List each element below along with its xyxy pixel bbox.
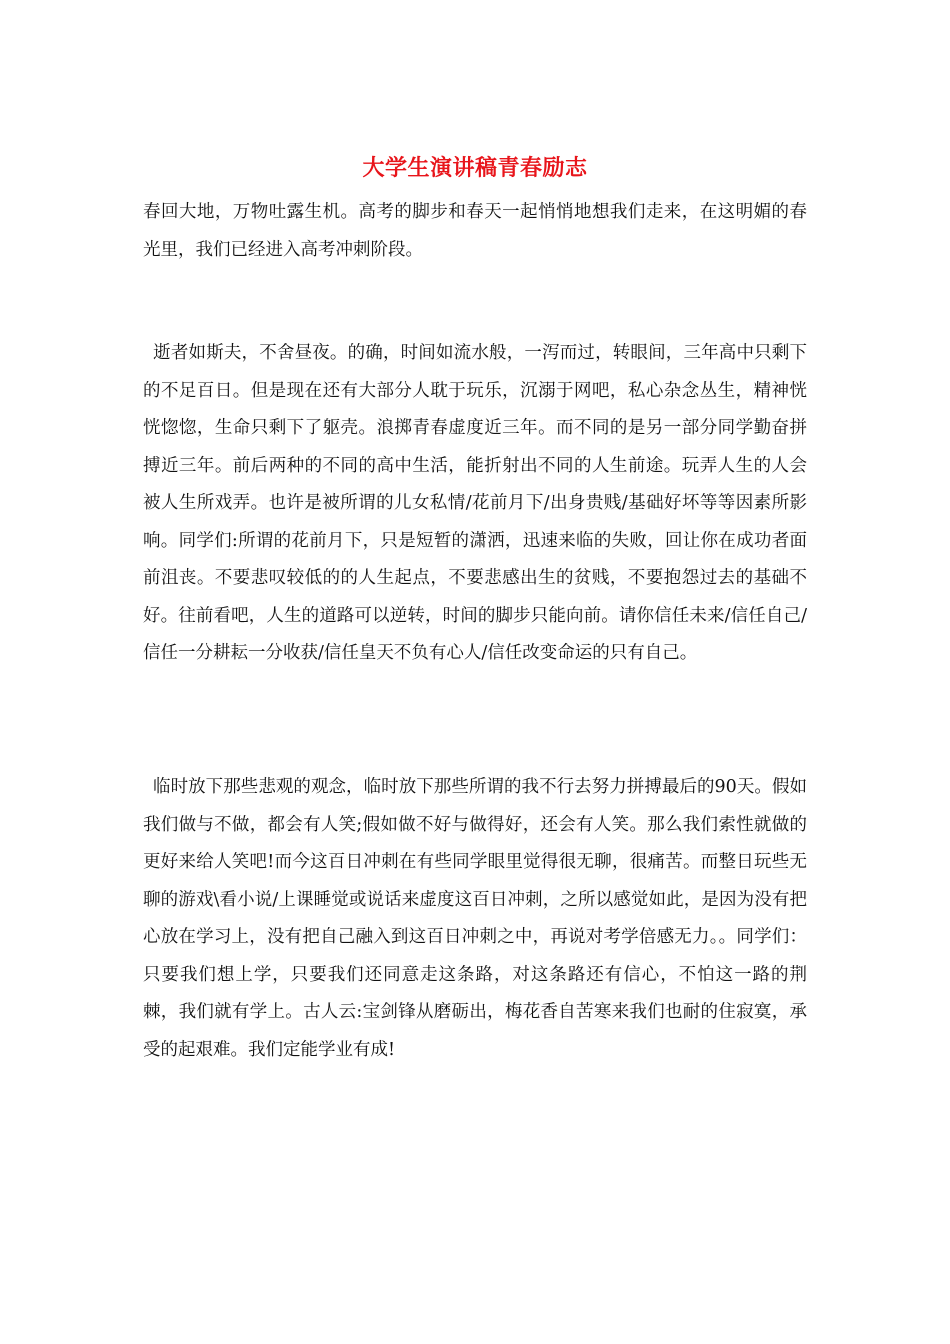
paragraph-1	[143, 194, 807, 269]
paragraph-3	[143, 769, 807, 1069]
paragraph-1-text: 春回大地，万物吐露生机。高考的脚步和春天一起悄悄地想我们走来，在这明媚的春光里，我们已经进入高考冲刺阶段。	[143, 202, 807, 260]
document-title: 大学生演讲稿青春励志	[362, 155, 588, 181]
paragraph-2-text: 逝者如斯夫，不舍昼夜。的确，时间如流水般，一泻而过，转眼间，三年高中只剩下的不足百日。但是现在还有大部分人耽于玩乐，沉溺于网吧，私心杂念丛生，精神恍恍惚惚，生命只剩下了躯壳。浪掷青春虚度近三年。而不同的是另一部分同学勤奋拼搏近三年。前后两种的不同的高中生活，能折射出不同的人生前途。玩弄人生的人会被人生所戏弄。也许是被所谓的儿女私情/花前月下/出身贵贱/基础好坏等等因素所影响。同学们:所谓的花前月下，只是短暂的潇洒，迅速来临的失败，回让你在成功者面前沮丧。不要悲叹较低的的人生起点，不要悲感出生的贫贱，不要抱怨过去的基础不好。往前看吧，人生的道路可以逆转，时间的脚步只能向前。请你信任未来/信任自己/信任一分耕耘一分收获/信任皇天不负有心人/信任改变命运的只有自己。	[143, 343, 807, 663]
paragraph-2	[143, 335, 807, 673]
paragraph-3-text: 临时放下那些悲观的观念，临时放下那些所谓的我不行去努力拼搏最后的90天。假如我们做与不做，都会有人笑;假如做不好与做得好，还会有人笑。那么我们索性就做的更好来给人笑吧!而今这百日冲刺在有些同学眼里觉得很无聊，很痛苦。而整日玩些无聊的游戏\看小说/上课睡觉或说话来虚度这百日冲刺，之所以感觉如此，是因为没有把心放在学习上，没有把自己融入到这百日冲刺之中，再说对考学倍感无力。。同学们：只要我们想上学，只要我们还同意走这条路，对这条路还有信心，不怕这一路的荆棘，我们就有学上。古人云:宝剑锋从磨砺出，梅花香自苦寒来我们也耐的住寂寞，承受的起艰难。我们定能学业有成!	[143, 777, 807, 1060]
